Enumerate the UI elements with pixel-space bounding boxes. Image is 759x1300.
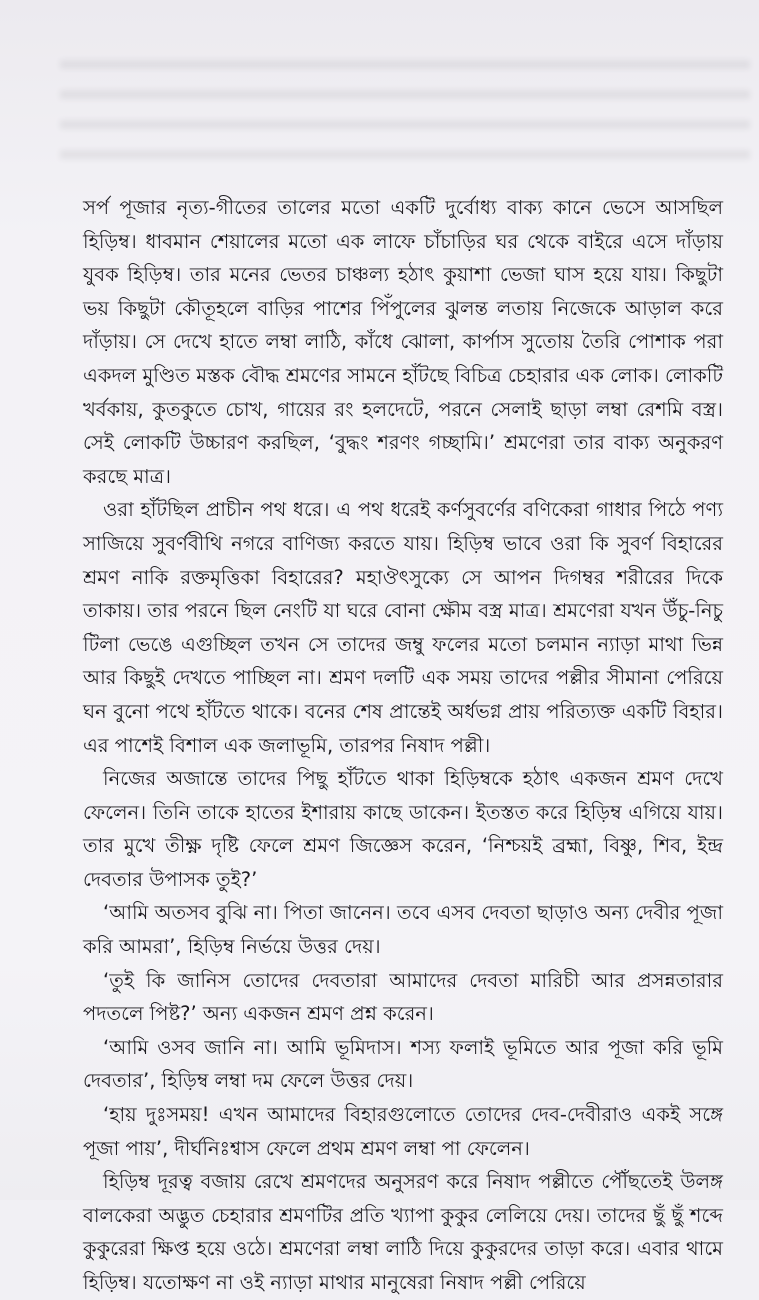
paragraph-2: ওরা হাঁটছিল প্রাচীন পথ ধরে। এ পথ ধরেই কর্ণসুবর্ণের বণিকেরা গাধার পিঠে পণ্য সাজিয়ে সুবর্ণবীথি নগরে বাণিজ্য করতে যায়। হিড়িম্ব ভাবে ওরা কি সুবর্ণ বিহারের শ্রমণ নাকি রক্তমৃত্তিকা বিহারের? মহাঔৎসুক্যে সে আপন দিগম্বর শরীরের দিকে তাকায়। তার পরনে ছিল নেংটি যা ঘরে বোনা ক্ষৌম বস্ত্র মাত্র। শ্রমণেরা যখন উঁচু-নিচু টিলা ভেঙে এগুচ্ছিল তখন সে তাদের জম্বু ফলের মতো চলমান ন্যাড়া মাথা ভিন্ন আর কিছুই দেখতে পাচ্ছিল না। শ্রমণ দলটি এক সময় তাদের পল্লীর সীমানা পেরিয়ে ঘন বুনো পথে হাঁটতে থাকে। বনের শেষ প্রান্তেই অর্ধভগ্ন প্রায় পরিত্যক্ত একটি বিহার। এর পাশেই বিশাল এক জলাভূমি, তারপর নিষাদ পল্লী। (83, 498, 723, 757)
paragraph-7: ‘হায় দুঃসময়! এখন আমাদের বিহারগুলোতে তোদের দেব-দেবীরাও একই সঙ্গে পূজা পায়’, দীর্ঘনিঃশ্বাস ফেলে প্রথম শ্রমণ লম্বা পা ফেলেন। (83, 1103, 723, 1160)
paragraph-4: ‘আমি অতসব বুঝি না। পিতা জানেন। তবে এসব দেবতা ছাড়াও অন্য দেবীর পূজা করি আমরা’, হিড়িম্ব নির্ভয়ে উত্তর দেয়। (83, 901, 723, 959)
paragraph-3: নিজের অজান্তে তাদের পিছু হাঁটতে থাকা হিড়িম্বকে হঠাৎ একজন শ্রমণ দেখে ফেলেন। তিনি তাকে হাতের ইশারায় কাছে ডাকেন। ইতস্তত করে হিড়িম্ব এগিয়ে যায়। তার মুখে তীক্ষ্ণ দৃষ্টি ফেলে শ্রমণ জিজ্ঞেস করেন, ‘নিশ্চয়ই ব্রহ্মা, বিষ্ণু, শিব, ইন্দ্র দেবতার উপাসক তুই?’ (83, 767, 723, 891)
paragraph-5: ‘তুই কি জানিস তোদের দেবতারা আমাদের দেবতা মারিচী আর প্রসন্নতারার পদতলে পিষ্ট?’ অন্য একজন শ্রমণ প্রশ্ন করেন। (83, 968, 723, 1026)
body-text (83, 191, 723, 1300)
paragraph-8: হিড়িম্ব দূরত্ব বজায় রেখে শ্রমণদের অনুসরণ করে নিষাদ পল্লীতে পৌঁছতেই উলঙ্গ বালকেরা অদ্ভুত চেহারার শ্রমণটির প্রতি খ্যাপা কুকুর লেলিয়ে দেয়। তাদের ছুঁ ছুঁ শব্দে কুকুরেরা ক্ষিপ্ত হয়ে ওঠে। শ্রমণেরা লম্বা লাঠি দিয়ে কুকুরদের তাড়া করে। এবার থামে হিড়িম্ব। যতোক্ষণ না ওই ন্যাড়া মাথার মানুষেরা নিষাদ পল্লী পেরিয়ে (83, 1170, 723, 1294)
paragraph-1: সর্প পূজার নৃত্য-গীতের তালের মতো একটি দুর্বোধ্য বাক্য কানে ভেসে আসছিল হিড়িম্ব। ধাবমান শেয়ালের মতো এক লাফে চাঁচাড়ির ঘর থেকে বাইরে এসে দাঁড়ায় যুবক হিড়িম্ব। তার মনের ভেতর চাঞ্চল্য হঠাৎ কুয়াশা ভেজা ঘাস হয়ে যায়। কিছুটা ভয় কিছুটা কৌতূহলে বাড়ির পাশের পিঁপুলের ঝুলন্ত লতায় নিজেকে আড়াল করে দাঁড়ায়। সে দেখে হাতে লম্বা লাঠি, কাঁধে ঝোলা, কার্পাস সুতোয় তৈরি পোশাক পরা একদল মুণ্ডিত মস্তক বৌদ্ধ শ্রমণের সামনে হাঁটছে বিচিত্র চেহারার এক লোক। লোকটি খর্বকায়, কুতকুতে চোখ, গায়ের রং হলদেটে, পরনে সেলাই ছাড়া লম্বা রেশমি বস্ত্র। সেই লোকটি উচ্চারণ করছিল, ‘বুদ্ধং শরণং গচ্ছামি।’ শ্রমণেরা তার বাক্য অনুকরণ করছে মাত্র। (83, 196, 723, 488)
show-through-text (60, 60, 750, 170)
paragraph-6: ‘আমি ওসব জানি না। আমি ভূমিদাস। শস্য ফলাই ভূমিতে আর পূজা করি ভূমি দেবতার’, হিড়িম্ব লম্বা দম ফেলে উত্তর দেয়। (83, 1035, 723, 1093)
